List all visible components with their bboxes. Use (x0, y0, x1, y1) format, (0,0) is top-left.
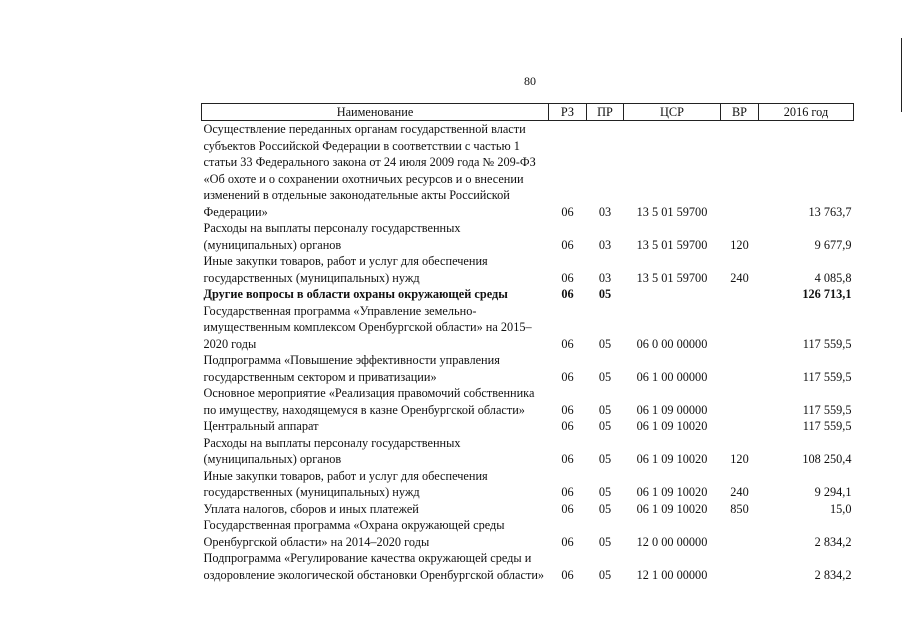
cell-pr: 03 (598, 270, 612, 285)
cell-vr (721, 286, 759, 303)
cell-csr: 06 1 09 10020 (636, 452, 708, 466)
cell-rz: 06 (561, 270, 574, 285)
cell-csr: 12 1 00 00000 (636, 567, 708, 582)
cell-name: Осуществление переданных органам государственной власти субъектов Российской Федерации в соответствии с частью 1 статьи 33 Федерального закона от 24 июля 2009 года № 209-ФЗ «Об охоте и о сохранении охотничьих ресурсов и о внесении изменений в отдельные законодательные акты Российской Федерации» (203, 122, 536, 219)
cell-csr: 12 0 00 00000 (636, 534, 708, 549)
cell-pr: 05 (598, 501, 612, 516)
table-row (202, 385, 854, 418)
cell-amount: 117 559,5 (802, 369, 852, 384)
cell-name: Уплата налогов, сборов и иных платежей (203, 501, 419, 516)
cell-amount: 15,0 (829, 501, 852, 516)
table-row (202, 286, 854, 303)
cell-rz: 06 (561, 534, 574, 549)
cell-amount: 9 677,9 (814, 237, 852, 252)
cell-rz: 06 (561, 287, 574, 301)
table-row (202, 220, 854, 253)
cell-name: Другие вопросы в области охраны окружающей среды (203, 287, 508, 301)
cell-pr: 05 (598, 485, 612, 499)
table-row (202, 435, 854, 468)
cell-pr: 05 (598, 567, 612, 582)
cell-name: Центральный аппарат (203, 419, 319, 433)
cell-vr (721, 303, 759, 353)
cell-csr: 13 5 01 59700 (636, 237, 708, 252)
cell-pr: 05 (598, 419, 612, 433)
cell-csr: 06 0 00 00000 (636, 336, 708, 351)
cell-name: Государственная программа «Охрана окружающей среды Оренбургской области» на 2014–2020 годы (203, 518, 505, 549)
cell-amount: 117 559,5 (802, 336, 852, 351)
cell-vr (721, 121, 759, 221)
cell-rz: 06 (561, 452, 574, 466)
cell-amount: 9 294,1 (814, 485, 852, 499)
cell-csr: 13 5 01 59700 (636, 204, 708, 219)
cell-pr: 05 (598, 452, 612, 466)
cell-name: Иные закупки товаров, работ и услуг для обеспечения государственных (муниципальных) нужд (203, 468, 488, 499)
cell-name: Подпрограмма «Повышение эффективности управления государственным сектором и приватизации» (203, 353, 500, 384)
cell-amount: 13 763,7 (808, 204, 852, 219)
table-row (202, 303, 854, 353)
cell-pr: 05 (598, 402, 612, 417)
cell-amount: 126 713,1 (802, 287, 852, 301)
cell-csr: 06 1 09 10020 (636, 501, 708, 516)
cell-vr (721, 352, 759, 385)
table-row (202, 418, 854, 435)
cell-name: Основное мероприятие «Реализация правомочий собственника по имуществу, находящемуся в казне Оренбургской области» (203, 386, 535, 417)
cell-vr: 120 (730, 452, 749, 466)
cell-rz: 06 (561, 336, 574, 351)
header-vr: ВР (721, 104, 759, 121)
cell-vr: 240 (730, 270, 749, 285)
cell-vr: 240 (730, 485, 749, 499)
table-row (202, 468, 854, 501)
cell-pr: 05 (598, 336, 612, 351)
page-number: 80 (524, 74, 536, 88)
cell-name: Расходы на выплаты персоналу государственных (муниципальных) органов (203, 221, 461, 252)
header-rz: РЗ (549, 104, 587, 121)
cell-rz: 06 (561, 501, 574, 516)
header-year: 2016 год (759, 104, 854, 121)
cell-amount: 117 559,5 (802, 419, 852, 433)
header-name: Наименование (202, 104, 549, 121)
cell-vr: 120 (730, 237, 749, 252)
cell-vr: 850 (730, 501, 749, 516)
table-header-row (202, 104, 854, 121)
cell-vr (721, 550, 759, 583)
header-csr: ЦСР (624, 104, 721, 121)
cell-csr: 06 1 09 10020 (636, 485, 708, 499)
cell-rz: 06 (561, 567, 574, 582)
cell-csr: 13 5 01 59700 (636, 270, 708, 285)
cell-pr: 05 (598, 369, 612, 384)
cell-csr: 06 1 00 00000 (636, 369, 708, 384)
cell-pr: 05 (598, 287, 612, 301)
cell-rz: 06 (561, 419, 574, 433)
cell-amount: 117 559,5 (802, 402, 852, 417)
cell-name: Иные закупки товаров, работ и услуг для обеспечения государственных (муниципальных) нужд (203, 254, 488, 285)
cell-rz: 06 (561, 402, 574, 417)
cell-name: Государственная программа «Управление земельно-имущественным комплексом Оренбургской области» на 2015–2020 годы (203, 303, 532, 351)
cell-vr (721, 517, 759, 550)
cell-amount: 2 834,2 (814, 534, 852, 549)
cell-amount: 4 085,8 (814, 270, 852, 285)
page-edge-line (901, 38, 902, 112)
table-row (202, 517, 854, 550)
cell-amount: 108 250,4 (802, 452, 852, 466)
cell-vr (721, 385, 759, 418)
cell-rz: 06 (561, 485, 574, 499)
cell-pr: 05 (598, 534, 612, 549)
cell-csr: 06 1 09 00000 (636, 402, 708, 417)
cell-csr (624, 286, 721, 303)
table-row (202, 352, 854, 385)
cell-rz: 06 (561, 237, 574, 252)
cell-rz: 06 (561, 369, 574, 384)
budget-table (201, 103, 854, 583)
header-pr: ПР (587, 104, 624, 121)
table-row (202, 121, 854, 221)
cell-rz: 06 (561, 204, 574, 219)
cell-pr: 03 (598, 237, 612, 252)
table-row (202, 501, 854, 518)
table-row (202, 550, 854, 583)
cell-amount: 2 834,2 (814, 567, 852, 582)
table-row (202, 253, 854, 286)
cell-pr: 03 (598, 204, 612, 219)
cell-name: Расходы на выплаты персоналу государственных (муниципальных) органов (203, 435, 461, 466)
cell-vr (721, 418, 759, 435)
cell-name: Подпрограмма «Регулирование качества окружающей среды и оздоровление экологической обстановки Оренбургской области» (203, 551, 545, 582)
cell-csr: 06 1 09 10020 (636, 419, 708, 433)
